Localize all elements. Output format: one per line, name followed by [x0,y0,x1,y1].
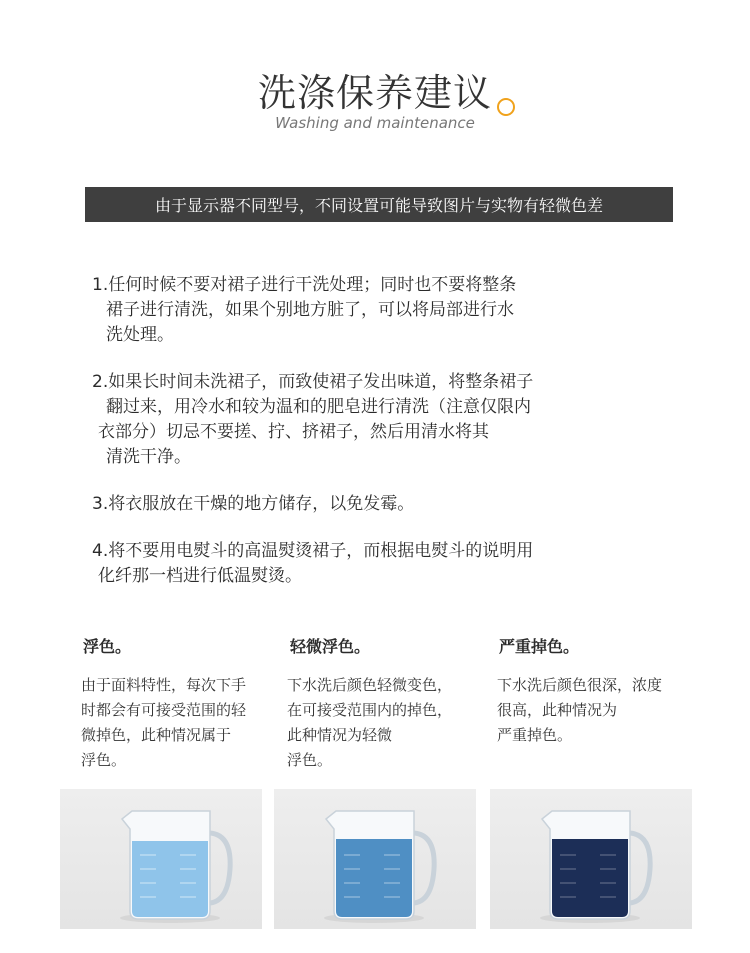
beaker-photo-severe [490,789,692,929]
desc-line: 下水洗后颜色很深，浓度 [497,676,663,694]
rule-item [92,370,652,470]
beaker-icon [274,789,476,929]
fading-title-severe: 严重掉色。 [499,637,580,656]
rule-line: 清洗干净。 [106,447,191,467]
desc-line: 由于面料特性，每次下手 [81,676,247,694]
desc-line: 此种情况为轻微 [287,726,393,744]
fading-desc-severe [497,673,662,748]
rule-line: 4.将不要用电熨斗的高温熨烫裙子，而根据电熨斗的说明用 [92,541,534,561]
desc-line: 下水洗后颜色轻微变色， [287,676,453,694]
rule-line: 1.任何时候不要对裙子进行干洗处理；同时也不要将整条 [92,275,517,295]
page-subtitle: Washing and maintenance [275,114,475,132]
color-disclaimer-banner: 由于显示器不同型号，不同设置可能导致图片与实物有轻微色差 [85,187,673,222]
fading-desc-slight [287,673,452,773]
rule-item [92,539,652,589]
rule-line: 翻过来，用冷水和较为温和的肥皂进行清洗（注意仅限内 [106,397,531,417]
desc-line: 很高，此种情况为 [497,701,618,719]
desc-line: 严重掉色。 [497,726,573,744]
fading-title-slight: 轻微浮色。 [290,637,371,656]
page-title: 洗涤保养建议 [257,71,492,115]
desc-line: 在可接受范围内的掉色， [287,701,453,719]
desc-line: 浮色。 [287,751,333,769]
rule-item [92,273,652,348]
beaker-icon [60,789,262,929]
rule-line: 裙子进行清洗，如果个别地方脏了，可以将局部进行水 [106,300,514,320]
desc-line: 浮色。 [81,751,127,769]
desc-line: 时都会有可接受范围的轻 [81,701,247,719]
rule-line: 洗处理。 [106,325,174,345]
rule-line: 衣部分）切忌不要搓、拧、挤裙子，然后用清水将其 [98,422,489,442]
rule-line: 2.如果长时间未洗裙子，而致使裙子发出味道，将整条裙子 [92,372,534,392]
fading-desc-light [81,673,246,773]
desc-line: 微掉色，此种情况属于 [81,726,232,744]
beaker-photo-slight [274,789,476,929]
beaker-photo-light [60,789,262,929]
care-rules [92,273,652,589]
fading-title-light: 浮色。 [83,637,132,656]
rule-item [92,492,652,517]
rule-line: 化纤那一档进行低温熨烫。 [98,566,302,586]
beaker-icon [490,789,692,929]
rule-line: 3.将衣服放在干燥的地方储存，以免发霉。 [92,494,415,514]
